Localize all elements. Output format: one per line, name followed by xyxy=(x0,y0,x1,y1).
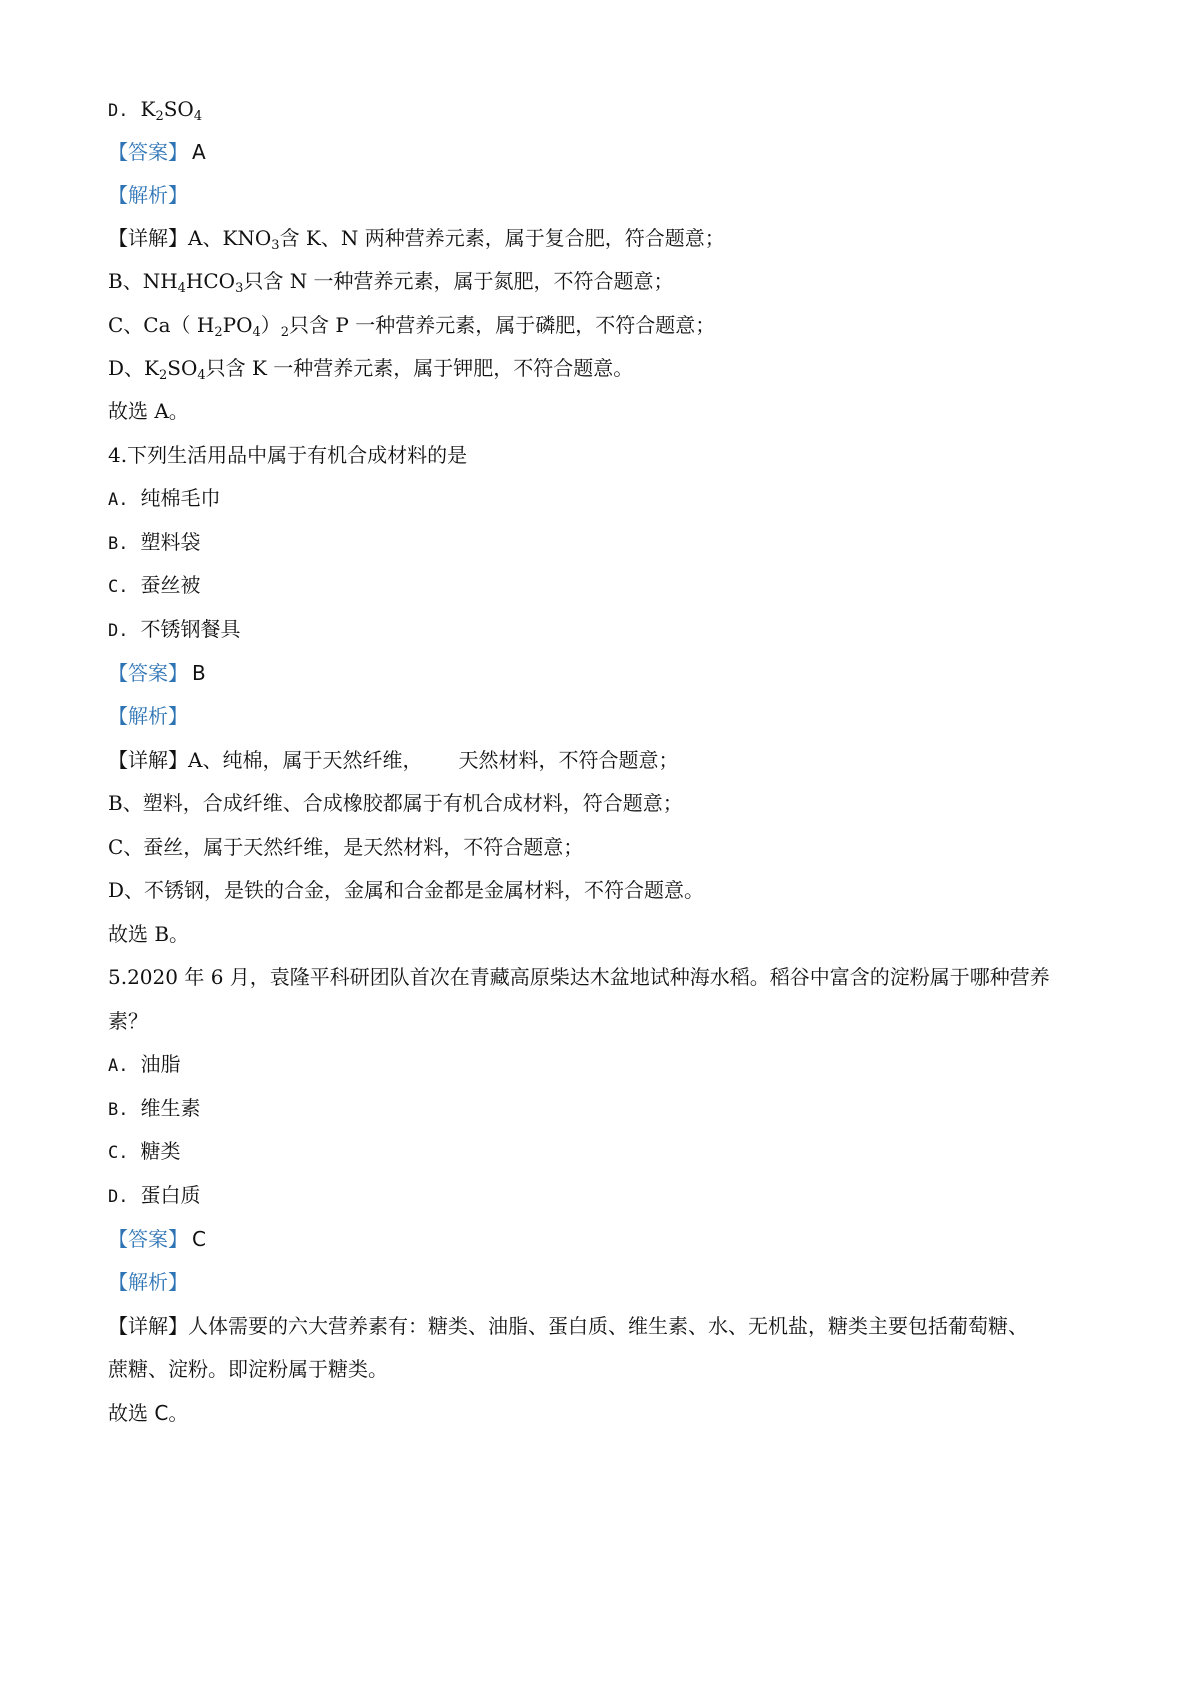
q5-detail-line-1: 【详解】人体需要的六大营养素有：糖类、油脂、蛋白质、维生素、水、无机盐，糖类主要包括葡萄糖、 xyxy=(108,1314,1028,1338)
q5-stem-line-2: 素？ xyxy=(108,1009,148,1033)
q5-detail-line-2: 蔗糖、淀粉。即淀粉属于糖类。 xyxy=(108,1357,388,1381)
answer-label: 【答案】 xyxy=(108,140,188,164)
q5-analysis-label: 【解析】 xyxy=(108,1270,188,1294)
q5-conclusion: 故选 C。 xyxy=(108,1401,189,1425)
q4-option-d: D. 不锈钢餐具 xyxy=(108,617,241,641)
q3-conclusion: 故选 A。 xyxy=(108,399,189,423)
q4-answer: 【答案】 B xyxy=(108,661,206,685)
q3-detail-line-4: D、$K_2SO_4$只含 K 一种营养元素，属于钾肥，不符合题意。 xyxy=(108,356,634,383)
q5-option-b: B. 维生素 xyxy=(108,1096,201,1120)
q5-option-c: C. 糖类 xyxy=(108,1139,181,1163)
q4-detail-line-4: D、不锈钢，是铁的合金，金属和合金都是金属材料，不符合题意。 xyxy=(108,878,705,902)
q3-answer xyxy=(108,138,206,166)
q3-detail-line-3: C、Ca（ $H_2PO_4)_2$只含 P 一种营养元素，属于磷肥，不符合题意； xyxy=(108,313,716,340)
q4-option-b: B. 塑料袋 xyxy=(108,530,201,554)
q3-detail-line-2: B、$NH_4HCO_3$只含 N 一种营养元素，属于氮肥，不符合题意； xyxy=(108,269,674,296)
q4-analysis-label: 【解析】 xyxy=(108,704,188,728)
q3-option-d: D. $K_2SO_4$ xyxy=(108,97,203,124)
q4-conclusion: 故选 B。 xyxy=(108,922,190,946)
q3-detail-line-1: 【详解】A、$KNO_3$含 K、N 两种营养元素，属于复合肥，符合题意； xyxy=(108,226,725,253)
q4-detail-line-2: B、塑料，合成纤维、合成橡胶都属于有机合成材料，符合题意； xyxy=(108,791,683,815)
q3-analysis-label: 【解析】 xyxy=(108,183,188,207)
q4-detail-line-1: 【详解】A、纯棉，属于天然纤维， 天然材料，不符合题意； xyxy=(108,748,679,772)
q5-option-d: D. 蛋白质 xyxy=(108,1183,201,1207)
option-letter: D. xyxy=(108,101,129,121)
q5-option-a: A. 油脂 xyxy=(108,1052,181,1076)
q5-answer: 【答案】 C xyxy=(108,1227,206,1251)
answer-value: A xyxy=(192,140,206,164)
q5-stem-line-1: 5.2020 年 6 月，袁隆平科研团队首次在青藏高原柴达木盆地试种海水稻。稻谷中富含的淀粉属于哪种营养 xyxy=(108,965,1050,989)
q4-option-a: A. 纯棉毛巾 xyxy=(108,486,221,510)
q4-detail-line-3: C、蚕丝，属于天然纤维，是天然材料，不符合题意； xyxy=(108,835,584,859)
q4-option-c: C. 蚕丝被 xyxy=(108,573,201,597)
q4-stem: 4.下列生活用品中属于有机合成材料的是 xyxy=(108,443,468,467)
